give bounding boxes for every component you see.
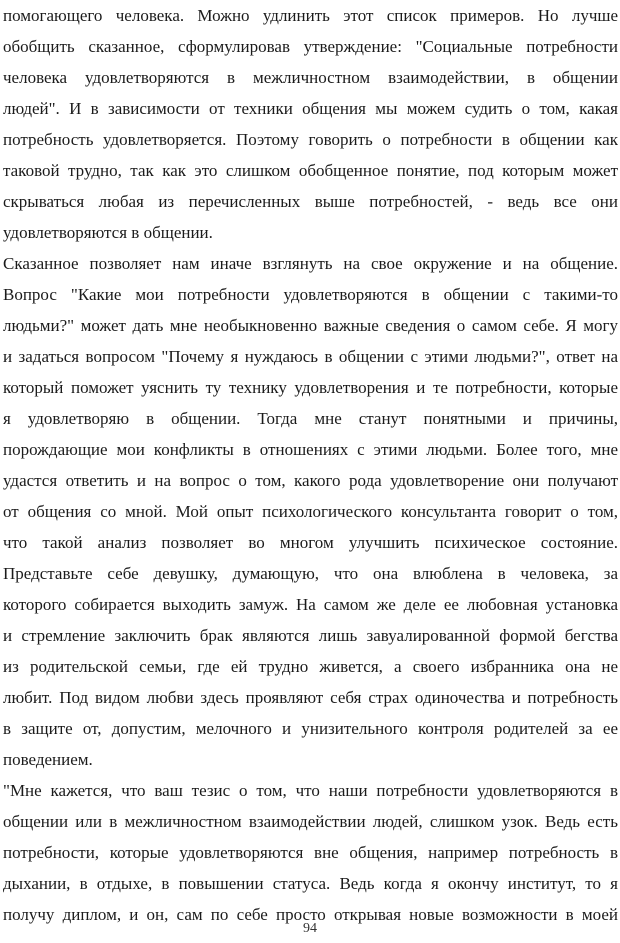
text-line: я удовлетворяю в общении. Тогда мне станут понятными и причины, [3, 409, 618, 428]
text-line: людей". И в зависимости от техники общения мы можем судить о том, какая [3, 99, 618, 118]
text-line: помогающего человека. Можно удлинить этот список примеров. Но лучше [3, 6, 618, 25]
text-line: что такой анализ позволяет во многом улучшить психическое состояние. [3, 533, 618, 552]
text-line: которого собирается выходить замуж. На самом же деле ее любовная установка [3, 595, 618, 614]
text-line: Представьте себе девушку, думающую, что она влюблена в человека, за [3, 564, 618, 583]
text-line: удастся ответить и на вопрос о том, какого рода удовлетворение они получают [3, 471, 618, 490]
text-line: Вопрос "Какие мои потребности удовлетворяются в общении с такими-то [3, 285, 618, 304]
text-line: от общения со мной. Мой опыт психологического консультанта говорит о том, [3, 502, 618, 521]
text-line: людьми?" может дать мне необыкновенно важные сведения о самом себе. Я могу [3, 316, 618, 335]
page-number: 94 [303, 921, 317, 936]
text-line: таковой трудно, так как это слишком обобщенное понятие, под которым может [3, 161, 618, 180]
text-line: потребность удовлетворяется. Поэтому говорить о потребности в общении как [3, 130, 618, 149]
text-line: который поможет уяснить ту технику удовлетворения и те потребности, которые [3, 378, 618, 397]
text-line: поведением. [3, 750, 93, 769]
text-line: и задаться вопросом "Почему я нуждаюсь в общении с этими людьми?", ответ на [3, 347, 618, 366]
text-line: скрываться любая из перечисленных выше потребностей, - ведь все они [3, 192, 618, 211]
text-line: потребности, которые удовлетворяются вне общения, например потребность в [3, 843, 618, 862]
text-line: порождающие мои конфликты в отношениях с этими людьми. Более того, мне [3, 440, 618, 459]
text-line: обобщить сказанное, сформулировав утверждение: "Социальные потребности [3, 37, 618, 56]
text-line: общении или в межличностном взаимодействии людей, слишком узок. Ведь есть [3, 812, 618, 831]
text-line: любит. Под видом любви здесь проявляют себя страх одиночества и потребность [3, 688, 618, 707]
text-line: удовлетворяются в общении. [3, 223, 213, 242]
text-line: в защите от, допустим, мелочного и унизительного контроля родителей за ее [3, 719, 618, 738]
text-line: "Мне кажется, что ваш тезис о том, что наши потребности удовлетворяются в [3, 781, 618, 800]
text-line: и стремление заключить брак являются лишь завуалированной формой бегства [3, 626, 618, 645]
text-line: человека удовлетворяются в межличностном взаимодействии, в общении [3, 68, 618, 87]
text-line: получу диплом, и он, сам по себе просто открывая новые возможности в моей [3, 905, 618, 924]
text-line: из родительской семьи, где ей трудно живется, а своего избранника она не [3, 657, 618, 676]
text-line: Сказанное позволяет нам иначе взглянуть на свое окружение и на общение. [3, 254, 618, 273]
text-line: дыхании, в отдыхе, в повышении статуса. Ведь когда я окончу институт, то я [3, 874, 618, 893]
body-text [3, 0, 618, 930]
